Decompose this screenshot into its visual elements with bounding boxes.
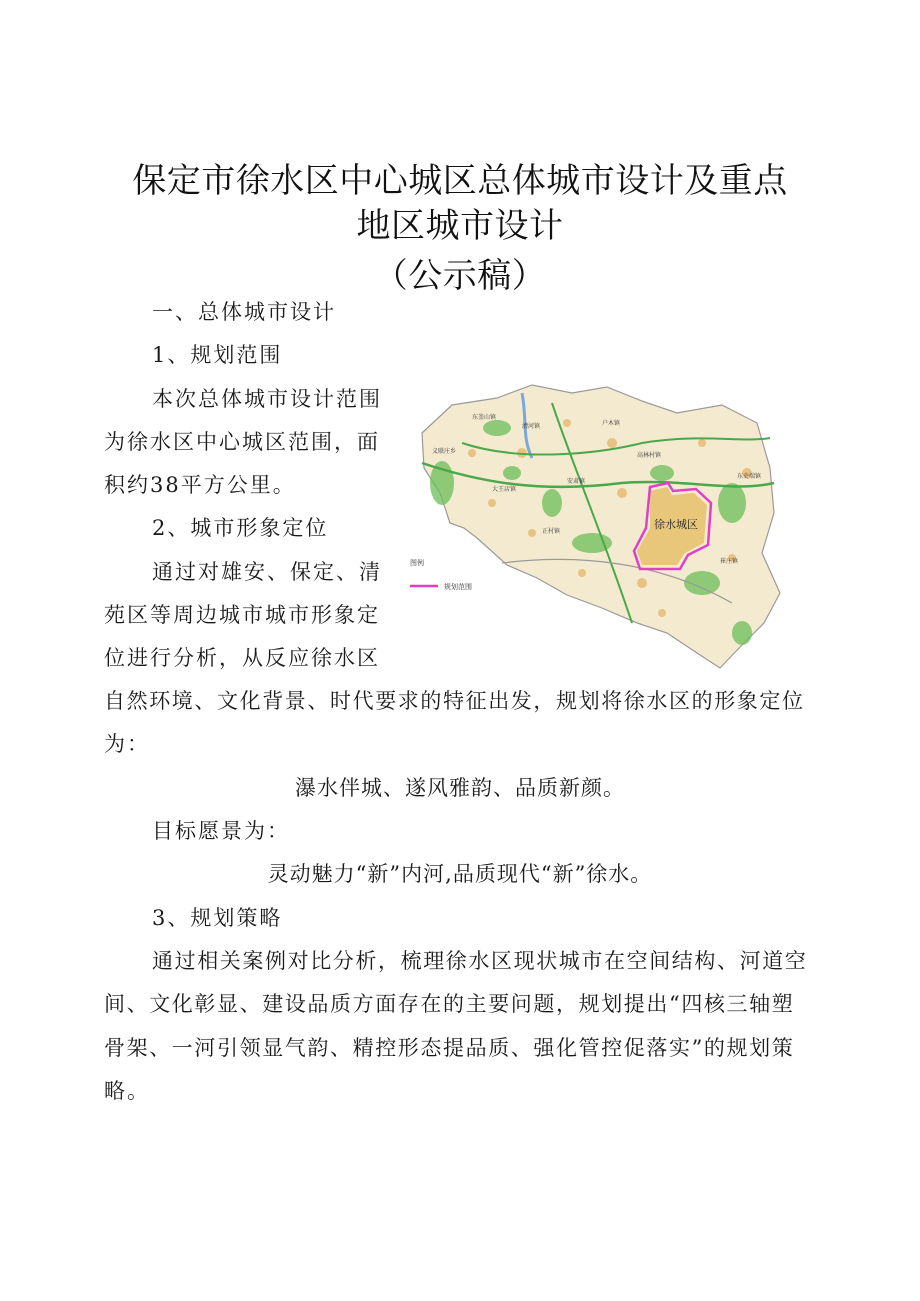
paragraph-4-line1: 通过相关案例对比分析，梳理徐水区现状城市在空间结构、河道空 bbox=[152, 949, 808, 973]
town-label: 崔庄镇 bbox=[720, 558, 739, 565]
map-center-label: 徐水城区 bbox=[654, 518, 698, 531]
paragraph-2-line2: 苑区等周边城市城市形象定 bbox=[104, 603, 380, 627]
paragraph-1-line1: 本次总体城市设计范围 bbox=[152, 387, 382, 411]
subsection-heading-1: 1、规划范围 bbox=[152, 343, 283, 367]
paragraph-2-line3: 位进行分析，从反应徐水区 bbox=[104, 646, 380, 670]
paragraph-1-line2: 为徐水区中心城区范围，面 bbox=[104, 430, 380, 454]
paragraph-4-line2: 间、文化彰显、建设品质方面存在的主要问题，规划提出“四核三轴塑 bbox=[104, 992, 795, 1016]
subsection-heading-3: 3、规划策略 bbox=[152, 906, 283, 930]
town-label: 东釜山镇 bbox=[472, 414, 497, 421]
paragraph-3: 目标愿景为： bbox=[152, 819, 290, 843]
slogan-vision: 灵动魅力“新”内河,品质现代“新”徐水。 bbox=[267, 862, 653, 886]
town-label: 大王店镇 bbox=[492, 486, 517, 493]
town-label: 户木镇 bbox=[602, 420, 621, 427]
paragraph-2-line4: 自然环境、文化背景、时代要求的特征出发，规划将徐水区的形象定位 bbox=[104, 689, 805, 713]
paragraph-2-line5: 为： bbox=[104, 732, 150, 756]
paragraph-4-line3: 骨架、一河引领显气韵、精控形态提品质、强化管控促落实”的规划策 bbox=[104, 1036, 795, 1060]
paragraph-4-line4: 略。 bbox=[104, 1079, 150, 1103]
paragraph-1-line3: 积约38平方公里。 bbox=[104, 473, 296, 497]
section-heading: 一、总体城市设计 bbox=[152, 300, 336, 324]
document-title-line2: 地区城市设计 bbox=[356, 206, 564, 246]
document-title-line1: 保定市徐水区中心城区总体城市设计及重点 bbox=[132, 161, 788, 201]
subsection-heading-2: 2、城市形象定位 bbox=[152, 516, 329, 540]
town-label: 安肃镇 bbox=[567, 478, 586, 485]
legend-item-label: 规划范围 bbox=[444, 583, 472, 591]
planning-scope-map bbox=[402, 383, 790, 673]
town-label: 东史端镇 bbox=[737, 473, 762, 480]
legend-title: 图例 bbox=[410, 559, 424, 567]
slogan-image-positioning: 瀑水伴城、遂风雅韵、品质新颜。 bbox=[295, 776, 625, 800]
document-title-line3: （公示稿） bbox=[373, 256, 547, 296]
town-label: 漕河镇 bbox=[522, 423, 541, 430]
town-label: 正村镇 bbox=[542, 528, 561, 535]
paragraph-2-line1: 通过对雄安、保定、清 bbox=[152, 560, 382, 584]
town-label: 义联庄乡 bbox=[432, 448, 457, 455]
town-label: 高林村镇 bbox=[637, 452, 662, 459]
